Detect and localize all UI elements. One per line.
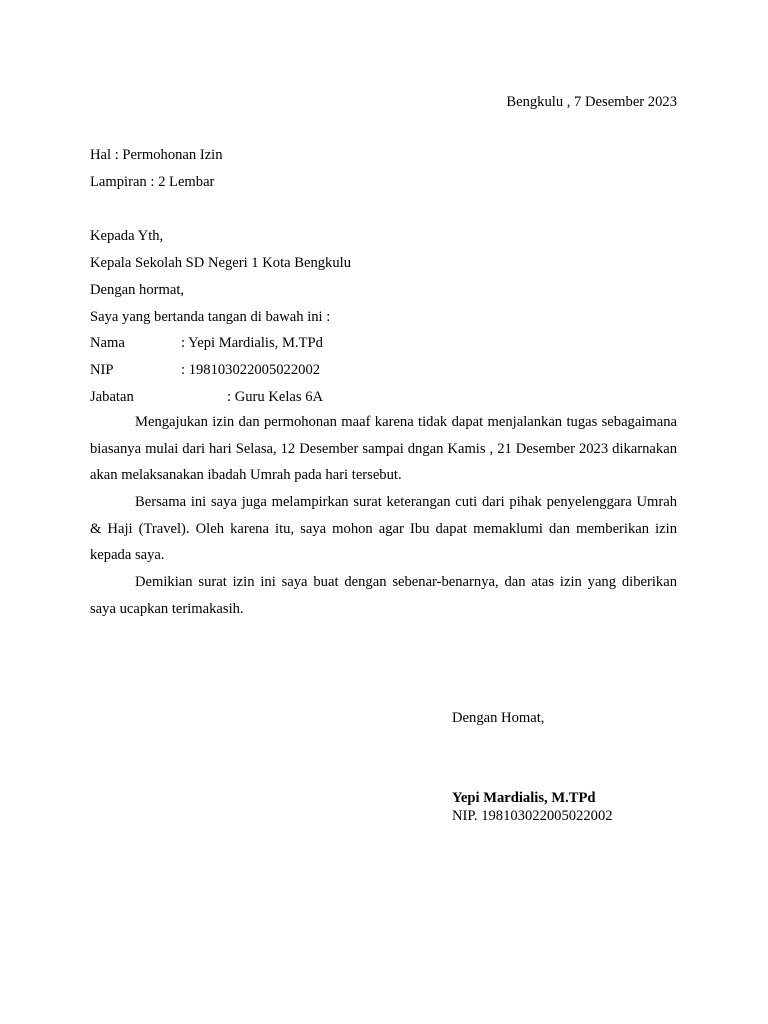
recipient-name: Kepala Sekolah SD Negeri 1 Kota Bengkulu	[90, 255, 352, 271]
nama-value: : Yepi Mardialis, M.TPd	[181, 335, 323, 351]
body-paragraph-2: Bersama ini saya juga melampirkan surat keterangan cuti dari pihak penyelenggara Umrah & Haji (Travel). Oleh karena itu, saya mohon agar Ibu dapat memaklumi dan memberikan izin kepada saya.	[90, 494, 677, 564]
body-paragraph-1: Mengajukan izin dan permohonan maaf karena tidak dapat menjalankan tugas sebagaimana biasanya mulai dari hari Selasa, 12 Desember sampai dngan Kamis , 21 Desember 2023 dikarnakan akan melaksanakan ibadah Umrah pada hari tersebut.	[90, 414, 677, 484]
salutation: Dengan hormat,	[90, 282, 185, 298]
jabatan-value: : Guru Kelas 6A	[227, 389, 324, 405]
jabatan-label: Jabatan	[90, 389, 134, 405]
signer-name: Yepi Mardialis, M.TPd	[452, 790, 596, 806]
attachment-line: Lampiran : 2 Lembar	[90, 174, 215, 190]
intro-line: Saya yang bertanda tangan di bawah ini :	[90, 309, 331, 325]
nip-value: : 198103022005022002	[181, 362, 321, 378]
closing-phrase: Dengan Homat,	[452, 710, 545, 726]
nama-label: Nama	[90, 335, 125, 351]
place-date: Bengkulu , 7 Desember 2023	[506, 94, 677, 110]
recipient-greeting: Kepada Yth,	[90, 228, 164, 244]
subject-line: Hal : Permohonan Izin	[90, 147, 223, 163]
signer-nip: NIP. 198103022005022002	[452, 808, 613, 824]
nip-label: NIP	[90, 362, 114, 378]
body-paragraph-3: Demikian surat izin ini saya buat dengan sebenar-benarnya, dan atas izin yang diberikan saya ucapkan terimakasih.	[90, 574, 677, 617]
